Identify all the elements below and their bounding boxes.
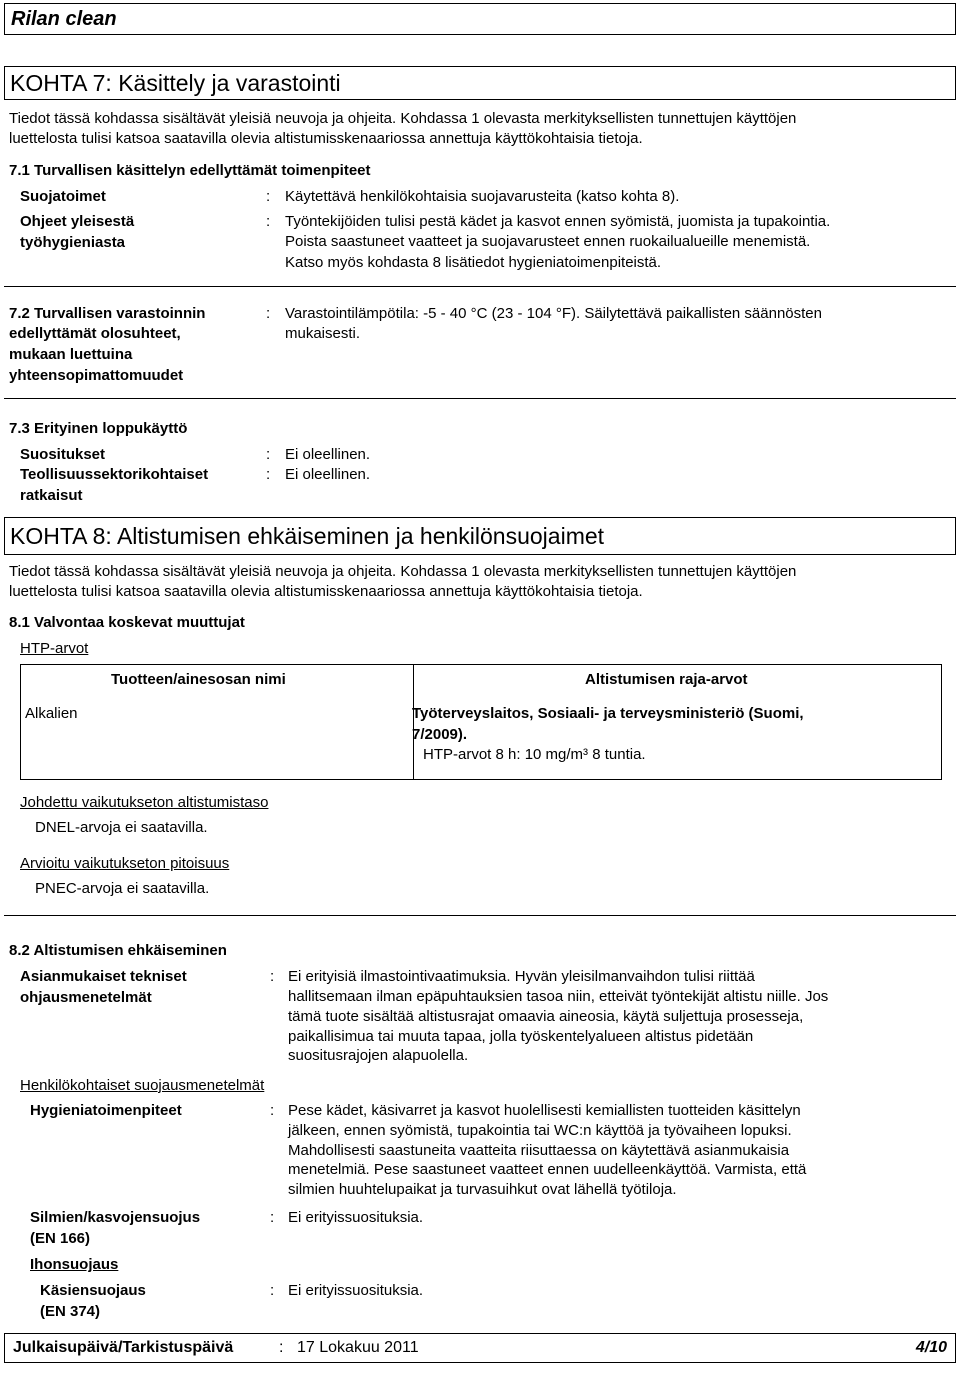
colon: : [266, 446, 271, 463]
section-7-intro-line-2: luettelosta tulisi katsoa saatavilla olevia altistumisskenaariossa annettuja käyttökohtaisia tietoja. [9, 130, 643, 147]
storage-value-2: mukaisesti. [285, 325, 361, 342]
table-divider [413, 665, 414, 779]
section-7-3-heading: 7.3 Erityinen loppukäyttö [9, 420, 188, 437]
section-8-2-heading: 8.2 Altistumisen ehkäiseminen [9, 942, 227, 959]
hygiene-measures-value-3: Mahdollisesti saastuneita vaatteita riisuttaessa on käytettävä asianmukaisia [288, 1142, 790, 1159]
storage-value-1: Varastointilämpötila: -5 - 40 °C (23 - 104 °F). Säilytettävä paikallisten säännösten [285, 305, 822, 322]
industry-solutions-value: Ei oleellinen. [285, 466, 371, 483]
industry-solutions-label-1: Teollisuussektorikohtaiset [20, 466, 209, 483]
footer-date-value: 17 Lokakuu 2011 [297, 1339, 419, 1356]
section-8-title: KOHTA 8: Altistumisen ehkäiseminen ja henkilönsuojaimet [4, 517, 956, 555]
page-number: 4/10 [915, 1339, 947, 1356]
engineering-controls-value-2: hallitsemaan ilman epäpuhtauksien tasoa niin, etteivät työntekijät altistu niille. Jos [288, 988, 829, 1005]
divider [4, 286, 956, 287]
section-7-title: KOHTA 7: Käsittely ja varastointi [4, 66, 956, 100]
section-8-1-heading: 8.1 Valvontaa koskevat muuttujat [9, 614, 245, 631]
engineering-controls-value-5: suositusrajojen alapuolella. [288, 1047, 469, 1064]
exposure-limits-table [20, 664, 942, 780]
htp-values-heading: HTP-arvot [20, 640, 89, 657]
table-header-limits: Altistumisen raja-arvot [585, 671, 748, 688]
hygiene-advice-value-2: Poista saastuneet vaatteet ja suojavarusteet ennen ruokailualueille menemistä. [285, 233, 811, 250]
dnel-heading: Johdettu vaikutukseton altistumistaso [20, 794, 269, 811]
hygiene-advice-value-3: Katso myös kohdasta 8 lisätiedot hygieniatoimenpiteistä. [285, 254, 662, 271]
colon: : [279, 1339, 284, 1356]
table-cell-limit-value: HTP-arvot 8 h: 10 mg/m³ 8 tuntia. [423, 746, 646, 763]
section-8-intro-line-2: luettelosta tulisi katsoa saatavilla olevia altistumisskenaariossa annettuja käyttökohtaisia tietoja. [9, 583, 643, 600]
colon: : [270, 1102, 275, 1119]
engineering-controls-value-1: Ei erityisiä ilmastointivaatimuksia. Hyvän yleisilmanvaihdon tulisi riittää [288, 968, 755, 985]
recommendations-label: Suositukset [20, 446, 106, 463]
section-7-1-heading: 7.1 Turvallisen käsittelyn edellyttämät toimenpiteet [9, 162, 371, 179]
engineering-controls-value-3: tämä tuote sisältää altistusrajat omaavia aineosia, käytä suljettuja prosesseja, [288, 1008, 804, 1025]
dnel-value: DNEL-arvoja ei saatavilla. [35, 819, 208, 836]
section-7-2-heading-4: yhteensopimattomuudet [9, 367, 184, 384]
ppe-heading: Henkilökohtaiset suojausmenetelmät [20, 1077, 265, 1094]
colon: : [270, 1209, 275, 1226]
section-7-2-heading-1: 7.2 Turvallisen varastoinnin [9, 305, 206, 322]
colon: : [270, 1282, 275, 1299]
eye-protection-label-2: (EN 166) [30, 1230, 91, 1247]
eye-protection-value: Ei erityissuosituksia. [288, 1209, 424, 1226]
protective-measures-value: Käytettävä henkilökohtaisia suojavarusteita (katso kohta 8). [285, 188, 680, 205]
table-header-name: Tuotteen/ainesosan nimi [111, 671, 286, 688]
engineering-controls-label-2: ohjausmenetelmät [20, 989, 152, 1006]
pnec-value: PNEC-arvoja ei saatavilla. [35, 880, 210, 897]
table-cell-source-2: 7/2009). [412, 726, 468, 743]
table-cell-substance: Alkalien [25, 705, 78, 722]
hygiene-measures-value-2: jälkeen, ennen syömistä, tupakointia tai WC:n käyttöä ja työvaiheen lopuksi. [288, 1122, 792, 1139]
hand-protection-label-2: (EN 374) [40, 1303, 101, 1320]
hand-protection-value: Ei erityissuosituksia. [288, 1282, 424, 1299]
hygiene-measures-label: Hygieniatoimenpiteet [30, 1102, 182, 1119]
skin-protection-heading: Ihonsuojaus [30, 1256, 119, 1273]
engineering-controls-value-4: paikallisimua tai muuta tapaa, jolla työskentelyalueen altistus pidetään [288, 1028, 754, 1045]
document-footer [4, 1333, 956, 1363]
hand-protection-label-1: Käsiensuojaus [40, 1282, 146, 1299]
section-7-2-heading-2: edellyttämät olosuhteet, [9, 325, 181, 342]
hygiene-measures-value-5: silmien huuhtelupaikat ja turvasuihkut ovat lähellä työtiloja. [288, 1181, 677, 1198]
hygiene-advice-value-1: Työntekijöiden tulisi pestä kädet ja kasvot ennen syömistä, juomista ja tupakointia. [285, 213, 831, 230]
section-7-2-heading-3: mukaan luettuina [9, 346, 133, 363]
recommendations-value: Ei oleellinen. [285, 446, 371, 463]
colon: : [270, 968, 275, 985]
pnec-heading: Arvioitu vaikutukseton pitoisuus [20, 855, 230, 872]
hygiene-measures-value-4: menetelmiä. Pese saastuneet vaatteet ennen uudelleenkäyttöä. Varmista, että [288, 1161, 807, 1178]
colon: : [266, 305, 271, 322]
engineering-controls-label-1: Asianmukaiset tekniset [20, 968, 187, 985]
hygiene-advice-label-1: Ohjeet yleisestä [20, 213, 135, 230]
divider [4, 915, 956, 916]
divider [4, 398, 956, 399]
section-7-intro-line-1: Tiedot tässä kohdassa sisältävät yleisiä neuvoja ja ohjeita. Kohdassa 1 olevasta merkityksellisten tunnettujen käyttöjen [9, 110, 797, 127]
product-name: Rilan clean [11, 8, 117, 30]
colon: : [266, 213, 271, 230]
section-8-intro-line-1: Tiedot tässä kohdassa sisältävät yleisiä neuvoja ja ohjeita. Kohdassa 1 olevasta merkityksellisten tunnettujen käyttöjen [9, 563, 797, 580]
hygiene-advice-label-2: työhygieniasta [20, 234, 126, 251]
footer-date-label: Julkaisupäivä/Tarkistuspäivä [13, 1339, 234, 1356]
document-header [4, 3, 956, 35]
table-cell-source-1: Työterveyslaitos, Sosiaali- ja terveysministeriö (Suomi, [412, 705, 804, 722]
colon: : [266, 466, 271, 483]
industry-solutions-label-2: ratkaisut [20, 487, 83, 504]
hygiene-measures-value-1: Pese kädet, käsivarret ja kasvot huolellisesti kemiallisten tuotteiden käsittelyn [288, 1102, 801, 1119]
eye-protection-label-1: Silmien/kasvojensuojus [30, 1209, 201, 1226]
colon: : [266, 188, 271, 205]
protective-measures-label: Suojatoimet [20, 188, 106, 205]
